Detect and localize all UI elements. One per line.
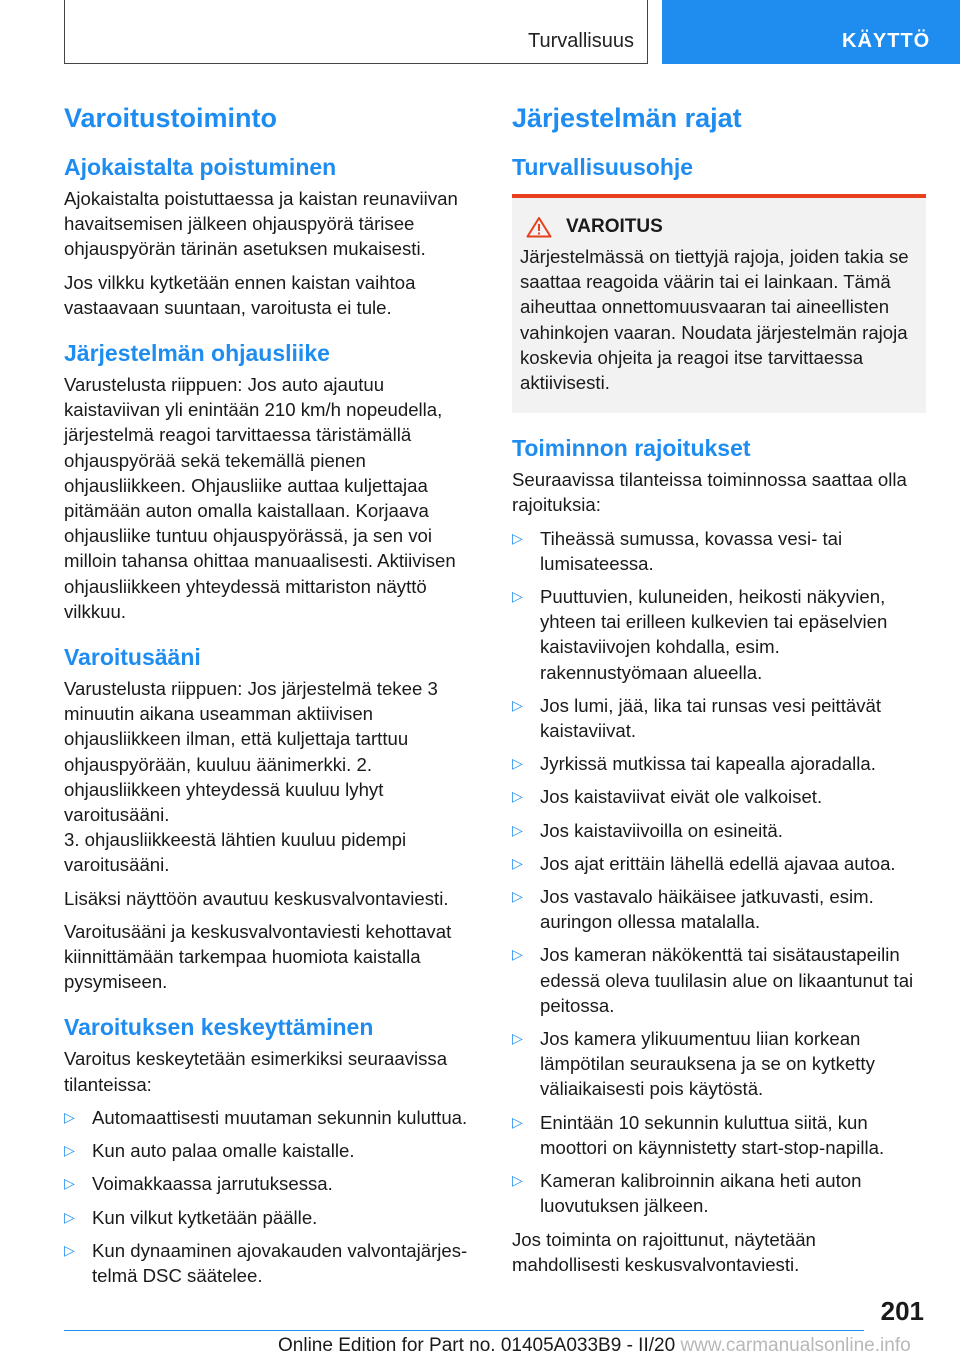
header-section-title: Turvallisuus [528, 30, 634, 52]
paragraph-part: Varustelusta riippuen: Jos järjestelmä tekee 3 minuutin aikana useamman aktiivisen ohjausliikkeen ilman, että kuljettaja tarttuu ohjauspyörään, kuuluu äänimerkki. 2. ohjausliikkeen yhteydessä kuuluu lyhyt varoitusääni. [64, 678, 438, 826]
triangle-bullet-icon: ▷ [512, 788, 523, 805]
paragraph: Varoitus keskeytetään esimerkiksi seuraavissa tilanteissa: [64, 1048, 448, 1095]
list-item: ▷ Kameran kalibroinnin aikana heti auton luovutuksen jälkeen. [512, 1170, 862, 1217]
warning-header [520, 216, 918, 238]
watermark-text: www.carmanualsonline.info [680, 1335, 911, 1356]
triangle-bullet-icon: ▷ [512, 1113, 523, 1130]
triangle-bullet-icon: ▷ [512, 696, 523, 713]
triangle-bullet-icon: ▷ [512, 854, 523, 871]
list-item: ▷ Tiheässä sumussa, kovassa vesi- tai lumisateessa. [512, 527, 843, 574]
heading-rajoitukset: Toiminnon rajoitukset [512, 435, 751, 462]
list-item: ▷ Kun dynaaminen ajovakauden valvontajärjestelmä DSC säätelee. [64, 1239, 468, 1286]
triangle-bullet-icon: ▷ [512, 529, 523, 546]
heading-ohjausliike: Järjestelmän ohjausliike [64, 340, 330, 367]
paragraph: Ajokaistalta poistuttaessa ja kaistan reunaviivan havaitsemisen jälkeen ohjauspyörä tärisee ohjauspyörän tärinän asetuksen mukaisesti. [64, 188, 458, 260]
list-item: ▷ Jos kamera ylikuumentuu liian korkean lämpötilan seurauksena ja se on kytketty väliaikaisesti pois käytöstä. [512, 1028, 875, 1100]
warning-triangle-icon [526, 216, 552, 238]
header-chapter-tab: KÄYTTÖ [662, 0, 960, 64]
list-item: ▷ Jos kameran näkökenttä tai sisätaustapeilin edessä oleva tuulilasin alue on likaantunut tai peitossa. [512, 944, 914, 1016]
triangle-bullet-icon: ▷ [512, 946, 523, 963]
triangle-bullet-icon: ▷ [512, 1030, 523, 1047]
triangle-bullet-icon: ▷ [512, 588, 523, 605]
left-column [64, 100, 478, 1296]
triangle-bullet-icon: ▷ [64, 1175, 75, 1192]
triangle-bullet-icon: ▷ [512, 1172, 523, 1189]
list-item: ▷ Jos ajat erittäin lähellä edellä ajavaa autoa. [512, 851, 926, 876]
list-item: ▷ Jos vastavalo häikäisee jatkuvasti, esim. auringon ollessa matalalla. [512, 886, 874, 933]
list-item: ▷ Jos lumi, jää, lika tai runsas vesi peittävät kaistaviivat. [512, 694, 882, 742]
left-title: Varoitustoiminto [64, 103, 278, 133]
right-title: Järjestelmän rajat [512, 103, 742, 133]
footer-divider [64, 1330, 864, 1331]
triangle-bullet-icon: ▷ [64, 1108, 75, 1125]
list-item: ▷ Voimakkaassa jarrutuksessa. [64, 1171, 478, 1196]
heading-keskeyttaminen: Varoituksen keskeyttäminen [64, 1014, 374, 1041]
triangle-bullet-icon: ▷ [512, 821, 523, 838]
list-item: ▷ Kun auto palaa omalle kaistalle. [64, 1138, 478, 1163]
warning-label: VAROITUS [566, 216, 663, 237]
warning-box [512, 194, 926, 413]
triangle-bullet-icon: ▷ [64, 1142, 75, 1159]
triangle-bullet-icon: ▷ [512, 888, 523, 905]
triangle-bullet-icon: ▷ [64, 1241, 75, 1258]
paragraph: 3. ohjausliikkeestä lähtien kuuluu pidempi varoitusääni. [64, 829, 407, 876]
interrupt-list [64, 1105, 478, 1288]
paragraph: Lisäksi näyttöön avautuu keskusvalvontaviesti. [64, 887, 449, 909]
list-item: ▷ Jos kaistaviivat eivät ole valkoiset. [512, 784, 926, 809]
list-item: ▷ Automaattisesti muutaman sekunnin kuluttua. [64, 1105, 478, 1130]
limitation-list [512, 526, 926, 1219]
list-item: ▷ Enintään 10 sekunnin kuluttua siitä, kun moottori on käynnistetty start-stop-napilla. [512, 1111, 885, 1158]
triangle-bullet-icon: ▷ [64, 1208, 75, 1225]
page-number: 201 [880, 1296, 924, 1326]
heading-ajokaistalta: Ajokaistalta poistuminen [64, 154, 337, 180]
heading-varoitusaani: Varoitusääni [64, 644, 201, 671]
paragraph: Seuraavissa tilanteissa toiminnossa saattaa olla rajoituksia: [512, 469, 907, 516]
heading-turvallisuusohje: Turvallisuusohje [512, 154, 694, 180]
triangle-bullet-icon: ▷ [512, 755, 523, 772]
list-item: ▷ Puuttuvien, kuluneiden, heikosti näkyvien, yhteen tai erilleen kulkevien tai epäselvien kaistaviivojen kohdalla, esim. rakennustyömaan alueella. [512, 586, 888, 683]
warning-text: Järjestelmässä on tiettyjä rajoja, joiden takia se saattaa reagoida väärin tai ei lainkaan. Tämä aiheuttaa onnettomuusvaaran tai aineellisten vahinkojen vaaran. Noudata järjestelmän rajoja koskevia ohjeita ja reagoi itse tarvittaessa aktiivisesti. [520, 246, 909, 394]
list-item: ▷ Jyrkissä mutkissa tai kapealla ajoradalla. [512, 751, 926, 776]
list-item: ▷ Kun vilkut kytketään päälle. [64, 1205, 478, 1230]
list-item: ▷ Jos kaistaviivoilla on esineitä. [512, 818, 926, 843]
footer-edition [278, 1335, 911, 1357]
edition-text: Online Edition for Part no. 01405A033B9 - II/20 [278, 1335, 676, 1356]
paragraph [64, 676, 478, 827]
paragraph: Varustelusta riippuen: Jos auto ajautuu kaistaviivan yli enintään 210 km/h nopeudella, järjestelmä reagoi tarvittaessa täristämällä ohjauspyörää sekä tekemällä pienen ohjausliikkeen. Ohjausliike auttaa kuljettajaa pitämään auton omalla kaistallaan. Korjaava ohjausliike tuntuu ohjauspyörässä, ja sen voi milloin tahansa ohittaa manuaalisesti. Aktiivisen ohjausliikkeen yhteydessä mittariston näyttö vilkkuu. [64, 374, 456, 622]
right-column [512, 100, 926, 1285]
paragraph: Jos vilkku kytketään ennen kaistan vaihtoa vastaavaan suuntaan, varoitusta ei tule. [64, 271, 416, 318]
paragraph: Varoitusääni ja keskusvalvontaviesti kehottavat kiinnittämään tarkempaa huomiota kaistalla pysymiseen. [64, 920, 452, 993]
paragraph: Jos toiminta on rajoittunut, näytetään mahdollisesti keskusvalvontaviesti. [512, 1228, 816, 1275]
